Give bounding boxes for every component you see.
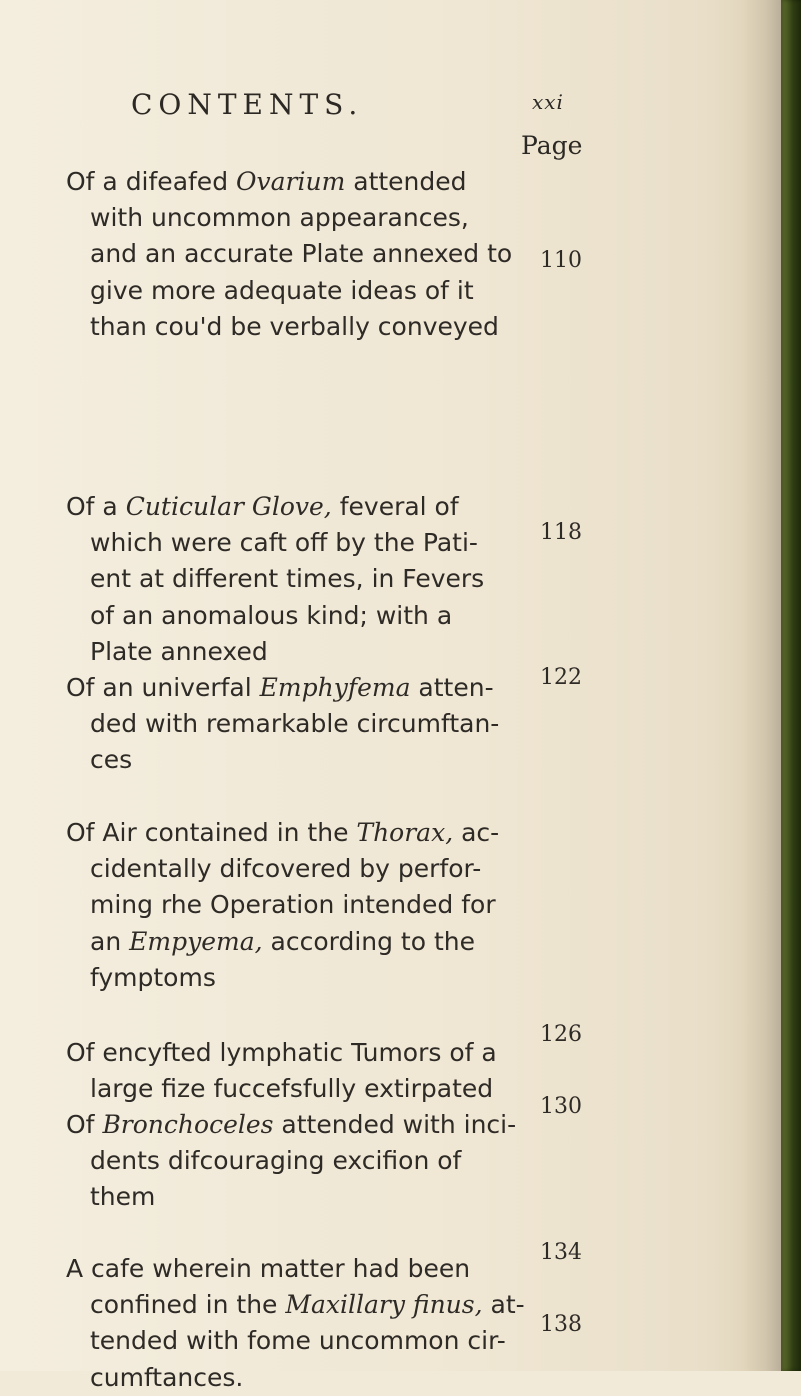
toc-entry-continuation-line: with uncommon appearances,: [90, 203, 469, 233]
toc-entry-first-line: Of encyfted lymphatic Tumors of a: [66, 1038, 497, 1067]
toc-entry: [66, 1107, 516, 1216]
toc-entry-continuation-line: dents difcouraging excifion of: [90, 1146, 462, 1176]
toc-entry: [66, 670, 516, 779]
toc-page-number: 122: [540, 665, 582, 690]
toc-entry-first-line: Of a difeafed Ovarium attended: [66, 167, 467, 196]
toc-entry-first-line: Of Bronchoceles attended with inci-: [66, 1110, 517, 1139]
toc-page-number: 134: [540, 1240, 582, 1265]
toc-entry-continuation-line: them: [90, 1182, 156, 1212]
toc-entry-continuation-line: an Empyema, according to the: [90, 926, 476, 956]
toc-entry: [66, 164, 516, 345]
toc-entry-continuation-line: and an accurate Plate annexed to: [90, 239, 513, 269]
toc-entry: [66, 815, 516, 996]
toc-entry-continuation-line: of an anomalous kind; with a: [90, 600, 453, 630]
toc-entry-continuation-line: which were caft off by the Pati-: [90, 528, 478, 558]
toc-entry-first-line: Of Air contained in the Thorax, ac-: [66, 818, 500, 847]
toc-entry-continuation-line: ming rhe Operation intended for: [90, 890, 496, 920]
toc-entry-continuation-line: large fize fuccefsfully extirpated: [90, 1074, 494, 1104]
toc-entry-continuation-line: fymptoms: [90, 962, 216, 992]
toc-entry-continuation-line: give more adequate ideas of it: [90, 275, 474, 305]
toc-entry-first-line: Of a Cuticular Glove, feveral of: [66, 492, 459, 521]
toc-page-number: 138: [540, 1312, 582, 1337]
toc-entry: [66, 1251, 525, 1396]
toc-entry-continuation-line: ces: [90, 745, 133, 775]
page-gutter-shadow: [743, 0, 781, 1371]
toc-page-number: 110: [540, 248, 582, 273]
toc-entry-first-line: Of an univerfal Emphyfema atten-: [66, 673, 494, 702]
toc-entry: [66, 489, 516, 670]
toc-page-number: 118: [540, 520, 582, 545]
book-edge-binding: [781, 0, 801, 1371]
toc-entry-continuation-line: confined in the Maxillary finus, at-: [90, 1290, 525, 1320]
toc-entry-continuation-line: cidentally difcovered by perfor-: [90, 854, 482, 884]
toc-entry-continuation-line: tended with fome uncommon cir-: [90, 1326, 506, 1356]
toc-page-number: 126: [540, 1022, 582, 1047]
toc-entry-continuation-line: ent at different times, in Fevers: [90, 564, 485, 594]
toc-entry-continuation-line: Plate annexed: [90, 636, 268, 666]
toc-page-number: 130: [540, 1094, 582, 1119]
folio-number: xxi: [532, 90, 564, 114]
toc-entry: [66, 1035, 516, 1107]
toc-entry-first-line: A cafe wherein matter had been: [66, 1254, 471, 1283]
toc-entry-continuation-line: than cou'd be verbally conveyed: [90, 311, 499, 341]
toc-entry-continuation-line: cumftances.: [90, 1362, 244, 1392]
toc-entry-continuation-line: ded with remarkable circumftan-: [90, 709, 500, 739]
page-column-heading: Page: [521, 131, 583, 160]
running-head-title: CONTENTS.: [131, 88, 364, 121]
